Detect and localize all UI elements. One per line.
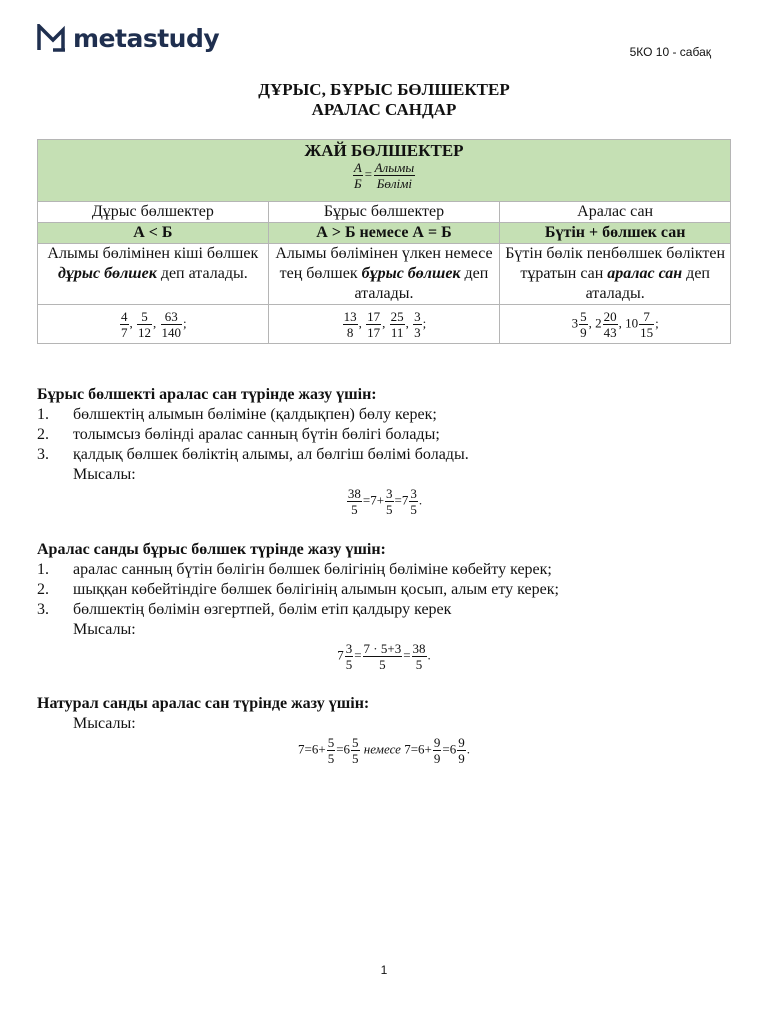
column-proper: Дұрыс бөлшектер <box>38 202 269 223</box>
lesson-code: 5КО 10 - сабақ <box>629 45 711 59</box>
description-row <box>38 244 731 305</box>
desc-mixed: Бүтін бөлік пенбөлшек бөліктен тұратын сан аралас сан деп аталады. <box>500 244 731 305</box>
example-equation: 7=6+ $\frac{5}{5}$ =6 $\frac{5}{5}$ немесе 7=6+ $\frac{9}{9}$ =6 $\frac{9}{9}$ . <box>298 735 470 766</box>
example-equation: $\frac{38}{5}$ =7+ $\frac{3}{5}$ =7 $\frac{3}{5}$ . <box>347 486 423 517</box>
list-item: 1. бөлшектің алымын бөліміне (қалдықпен) бөлу керек; <box>37 406 437 423</box>
rule-mixed: Бүтін + бөлшек сан <box>500 223 731 244</box>
example-equation: 7 $\frac{3}{5}$ = $\frac{7 \cdot 5+3}{5}$ = $\frac{38}{5}$ . <box>337 641 431 672</box>
table-heading: ЖАЙ БӨЛШЕКТЕР <box>304 141 464 160</box>
example-label: Мысалы: <box>73 466 136 483</box>
table-heading-cell <box>38 140 731 202</box>
fractions-table <box>37 139 731 344</box>
section-improper-to-mixed <box>37 385 731 518</box>
rule-row <box>38 223 731 244</box>
column-improper: Бұрыс бөлшектер <box>268 202 500 223</box>
section-heading: Бұрыс бөлшекті аралас сан түрінде жазу үшін: <box>37 386 377 403</box>
title-line-1: ДҰРЫС, БҰРЫС БӨЛШЕКТЕР <box>258 80 510 99</box>
section-mixed-to-improper <box>37 540 731 673</box>
title-line-2: АРАЛАС САНДАР <box>311 100 457 119</box>
list-item: 2. шыққан көбейтіндіге бөлшек бөлігінің алымын қосып, алым ету керек; <box>37 581 559 598</box>
section-heading: Аралас санды бұрыс бөлшек түрінде жазу үшін: <box>37 541 386 558</box>
definition-formula: $\frac{А}{Б}$ = $\frac{\text{Алымы}}{\text{Бөлімі}}$ <box>353 160 415 191</box>
desc-proper: Алымы бөлімінен кіші бөлшек дұрыс бөлшек деп аталады. <box>38 244 269 305</box>
metastudy-logo <box>37 24 219 52</box>
page-number: 1 <box>380 963 388 977</box>
examples-row <box>38 305 731 344</box>
column-names-row <box>38 202 731 223</box>
list-item: 3. қалдық бөлшек бөліктің алымы, ал бөлгіш бөлімі болады. <box>37 446 469 463</box>
rule-improper: А > Б немесе А = Б <box>268 223 500 244</box>
steps-list <box>37 560 731 620</box>
example-label: Мысалы: <box>73 621 136 638</box>
column-mixed: Аралас сан <box>500 202 731 223</box>
logo-text: metastudy <box>73 23 220 53</box>
steps-list <box>37 405 731 465</box>
desc-improper: Алымы бөлімінен үлкен немесе тең бөлшек бұрыс бөлшек деп аталады. <box>268 244 500 305</box>
examples-mixed: 3 $\frac{5}{9}$ , 2 $\frac{20}{43}$ , 10 $\frac{7}{15}$ ; <box>500 305 731 344</box>
list-item: 3. бөлшектің бөлімін өзгертпей, бөлім етіп қалдыру керек <box>37 601 452 618</box>
examples-proper: $\frac{4}{7}$ , $\frac{5}{12}$ , $\frac{63}{140}$ ; <box>38 305 269 344</box>
list-item: 2. толымсыз бөлінді аралас санның бүтін бөлігі болады; <box>37 426 440 443</box>
logo-mark-icon <box>37 24 67 52</box>
examples-improper: $\frac{13}{8}$ , $\frac{17}{17}$ , $\frac{25}{11}$ , $\frac{3}{3}$ ; <box>268 305 500 344</box>
section-heading: Натурал санды аралас сан түрінде жазу үшін: <box>37 695 370 712</box>
page-title <box>0 80 768 120</box>
section-natural-to-mixed <box>37 694 731 767</box>
table-header-row <box>38 140 731 202</box>
rule-proper: А < Б <box>38 223 269 244</box>
example-label: Мысалы: <box>73 715 136 732</box>
list-item: 1. аралас санның бүтін бөлігін бөлшек бөлігінің бөліміне көбейту керек; <box>37 561 552 578</box>
